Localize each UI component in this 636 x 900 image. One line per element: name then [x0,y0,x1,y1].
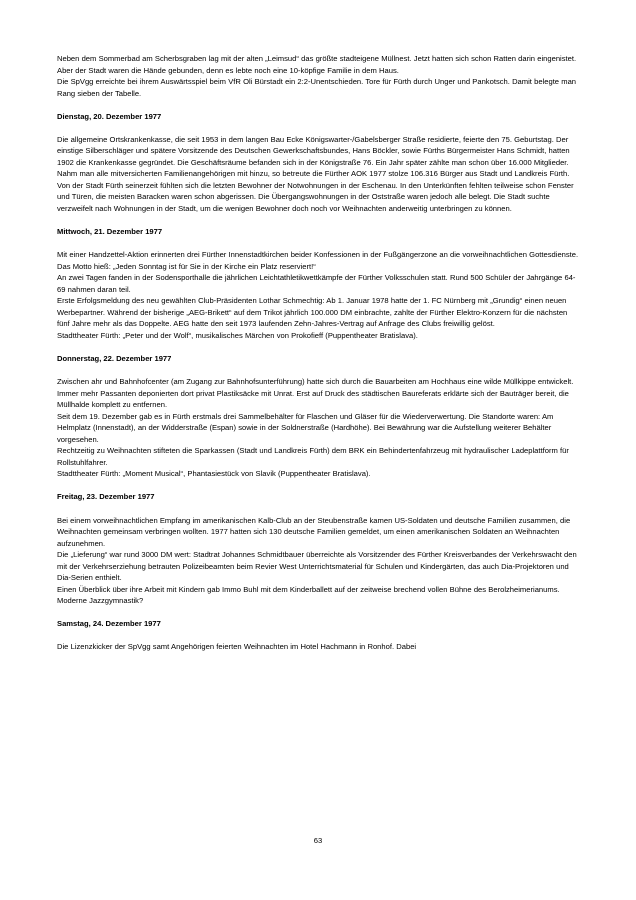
heading-freitag-23-dezember-1977: Freitag, 23. Dezember 1977 [57,492,155,502]
paragraph-leichtathletikwettkaempfe: An zwei Tagen fanden in der Sodensporthalle die jährlichen Leichtathletikwettkämpfe der Fürther Volksschulen statt. Rund 500 Schüler der Jahrgänge 64-69 nahmen daran teil. [57,273,576,294]
heading-mittwoch-21-dezember-1977: Mittwoch, 21. Dezember 1977 [57,227,163,237]
paragraph-stadttheater-moment-musical: Stadttheater Fürth: „Moment Musical“, Phantasiestück von Slavik (Puppentheater Bratislava). [57,469,371,479]
paragraph-kalb-club-empfang: Bei einem vorweihnachtlichen Empfang im amerikanischen Kalb-Club an der Steubenstraße kamen US-Soldaten und deutsche Familien zusammen, die Weihnachten gemeinsam verbringen wollten. 1977 hatten sich 130 deutsche Familien gemeldet, um einen amerikanischen Soldaten an Weihnachten aufzunehmen. [57,515,571,548]
paragraph-lizenzkicker-hotel-hachmann: Die Lizenzkicker der SpVgg samt Angehörigen feierten Weihnachten im Hotel Hachmann in Ronhof. Dabei [57,642,417,652]
paragraph-sparkassen-brk-behindertenfahrzeug: Rechtzeitig zu Weihnachten stifteten die Sparkassen (Stadt und Landkreis Fürth) dem BRK ein Behindertenfahrzeug mit hydraulischer Ladeplattform für Rollstuhlfahrer. [57,446,569,467]
heading-donnerstag-22-dezember-1977: Donnerstag, 22. Dezember 1977 [57,353,172,363]
paragraph-sammelbehaelter-glas: Seit dem 19. Dezember gab es in Fürth erstmals drei Sammelbehälter für Flaschen und Gläser für die Wiederverwertung. Die Standorte waren: Am Helmplatz (Innenstadt), an der Widderstraße (Espan) sowie in der Soldnerstraße (Hardhöhe). Bei Bewährung war die Aufstellung weiterer Behälter vorgesehen. [57,411,554,444]
paragraph-immo-buhl-kinderballett: Einen Überblick über ihre Arbeit mit Kindern gab Immo Buhl mit dem Kinderballett auf der zeitweise brechend vollen Bühne des Berolzheimerianums. Moderne Jazzgymnastik? [57,584,560,606]
paragraph-sommerbad-muellnest: Neben dem Sommerbad am Scherbsgraben lag mit der alten „Leimsud“ das größte stadteigene Müllnest. Jetzt hatten sich schon Ratten darin eingenistet. Aber der Stadt waren die Hände gebunden, denn es lebte noch eine 10-köpfige Familie in dem Haus. [57,54,577,75]
paragraph-ortskrankenkasse: Die allgemeine Ortskrankenkasse, die seit 1953 in dem langen Bau Ecke Königswarter-/Gabelsberger Straße residierte, feierte den 75. Geburtstag. Der einstige Silberschläger und spätere Vorsitzende des Deutschen Gewerkschaftsbundes, Hans Böckler, sowie Fürths Bürgermeister Hans Schmidt, hatten 1902 die Krankenkasse gegründet. Die Geschäftsräume befanden sich in der Königstraße 76. Ein Jahr später zählte man schon über 16.000 Mitglieder. Nahm man alle mitversicherten Familienangehörigen mit hinzu, so betreute die Fürther AOK 1977 stolze 106.316 Bürger aus Stadt und Landkreis Fürth. [57,134,570,179]
paragraph-wohnungsnot-eschenau: Von der Stadt Fürth seinerzeit fühlten sich die letzten Bewohner der Notwohnungen in der Eschenau. In den Unterkünften fehlten teilweise schon Fenster und Türen, die meisten Baracken waren schon abgerissen. Die Übergangswohnungen in der Oststraße waren jedoch alle belegt. Die Stadt suchte verzweifelt nach Wohnungen in der Stadt, um die wenigen Bewohner doch noch vor Weihnachten anderweitig unterbringen zu können. [57,180,574,214]
paragraph-handzettel-aktion: Mit einer Handzettel-Aktion erinnerten drei Fürther Innenstadtkirchen beider Konfessionen in der Fußgängerzone an die vorweihnachtlichen Gottesdienste. Das Motto hieß: „Jeden Sonntag ist für Sie in der Kirche ein Platz reserviert!“ [57,250,579,271]
page-number: 63 [313,836,323,845]
paragraph-club-praesident-schmechtig: Erste Erfolgsmeldung des neu gewählten Club-Präsidenten Lothar Schmechtig: Ab 1. Januar 1978 hatte der 1. FC Nürnberg mit „Grundig“ einen neuen Werbepartner. Während der bisherige „AEG-Brikett“ auf dem Trikot jährlich 100.000 DM einbrachte, zahlte der Fürther Elektro-Konzern für die nächsten fünf Jahre mehr als das Doppelte. AEG hatte den seit 1973 laufenden Zehn-Jahres-Vertrag auf Anfrage des Clubs freiwillig gelöst. [57,296,568,329]
paragraph-stadttheater-peter-und-der-wolf: Stadttheater Fürth: „Peter und der Wolf“, musikalisches Märchen von Prokofieff (Puppentheater Bratislava). [57,330,418,340]
page-text-column [57,53,580,653]
paragraph-spvgg-fuerth-oli-buerstadt: Die SpVgg erreichte bei ihrem Auswärtsspiel beim VfR Oli Bürstadt ein 2:2-Unentschieden. Tore für Fürth durch Unger und Pankotsch. Damit belegte man Rang sieben der Tabelle. [57,77,577,98]
paragraph-muellkippe-bahnhofcenter: Zwischen ahr und Bahnhofcenter (am Zugang zur Bahnhofsunterführung) hatte sich durch die Bauarbeiten am Hochhaus eine wilde Müllkippe entwickelt. Immer mehr Passanten deponierten dort privat Plastiksäcke mit Unrat. Erst auf Druck des städtischen Baureferats erklärte sich der Bauträger bereit, die Müllhalde komplett zu entfernen. [57,377,574,410]
paragraph-lieferung-dia-serien: Die „Lieferung“ war rund 3000 DM wert: Stadtrat Johannes Schmidtbauer überreichte als Vorsitzender des Fürther Kreisverbandes der Verkehrswacht den mit der Verkehrserziehung betrauten Polizeibeamten beim Revier West Unterrichtsmaterial für Schulen und Kindergärten, das auch Dia-Projektoren und Dia-Serien enthielt. [57,550,577,583]
heading-dienstag-20-dezember-1977: Dienstag, 20. Dezember 1977 [57,111,162,121]
heading-samstag-24-dezember-1977: Samstag, 24. Dezember 1977 [57,619,161,629]
